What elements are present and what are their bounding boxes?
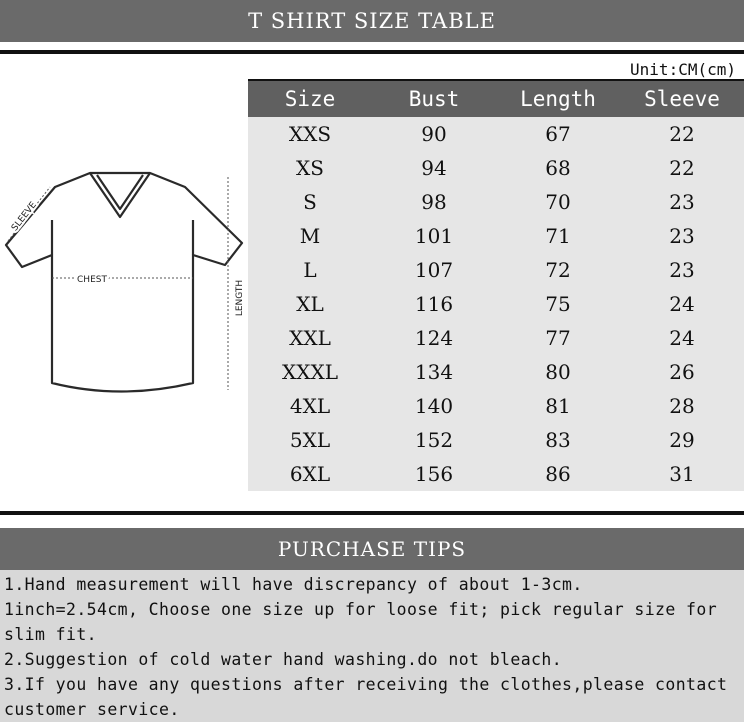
length-cell: 71 — [496, 219, 620, 253]
bust-cell: 156 — [372, 457, 496, 491]
size-cell: 4XL — [248, 389, 372, 423]
bust-cell: 124 — [372, 321, 496, 355]
bust-cell: 152 — [372, 423, 496, 457]
size-cell: XXS — [248, 117, 372, 151]
length-label: LENGTH — [235, 279, 245, 317]
size-cell: XS — [248, 151, 372, 185]
tip-line: 1inch=2.54cm, Choose one size up for loose fit; pick regular size for slim fit. — [4, 600, 718, 644]
sleeve-cell: 28 — [620, 389, 744, 423]
length-cell: 72 — [496, 253, 620, 287]
bust-cell: 116 — [372, 287, 496, 321]
table-row — [248, 253, 744, 287]
length-cell: 70 — [496, 185, 620, 219]
sleeve-cell: 24 — [620, 321, 744, 355]
length-cell: 67 — [496, 117, 620, 151]
size-cell: XXL — [248, 321, 372, 355]
chest-label: CHEST — [77, 275, 107, 285]
sleeve-cell: 29 — [620, 423, 744, 457]
bust-cell: 94 — [372, 151, 496, 185]
sleeve-cell: 24 — [620, 287, 744, 321]
table-row — [248, 355, 744, 389]
length-cell: 81 — [496, 389, 620, 423]
tips-section — [0, 570, 744, 722]
length-cell: 83 — [496, 423, 620, 457]
table-row — [248, 151, 744, 185]
tip-line: 3.If you have any questions after receiving the clothes,please contact customer service. — [4, 675, 728, 719]
unit-label: Unit:CM(cm) — [630, 60, 736, 79]
table-row — [248, 185, 744, 219]
sleeve-cell: 22 — [620, 117, 744, 151]
bust-cell: 90 — [372, 117, 496, 151]
table-row — [248, 321, 744, 355]
length-cell: 77 — [496, 321, 620, 355]
bust-cell: 107 — [372, 253, 496, 287]
length-cell: 80 — [496, 355, 620, 389]
size-cell: M — [248, 219, 372, 253]
table-row — [248, 423, 744, 457]
size-cell: 6XL — [248, 457, 372, 491]
size-cell: S — [248, 185, 372, 219]
table-row — [248, 219, 744, 253]
column-header: Size — [248, 81, 372, 117]
tip-line: 2.Suggestion of cold water hand washing.do not bleach. — [4, 650, 563, 669]
column-header: Length — [496, 81, 620, 117]
size-cell: 5XL — [248, 423, 372, 457]
size-cell: L — [248, 253, 372, 287]
tshirt-diagram — [0, 165, 250, 400]
page-title: T SHIRT SIZE TABLE — [0, 0, 744, 42]
sleeve-cell: 23 — [620, 219, 744, 253]
bust-cell: 98 — [372, 185, 496, 219]
column-header: Bust — [372, 81, 496, 117]
divider — [0, 50, 744, 54]
sleeve-cell: 26 — [620, 355, 744, 389]
bust-cell: 101 — [372, 219, 496, 253]
size-cell: XXXL — [248, 355, 372, 389]
length-cell: 86 — [496, 457, 620, 491]
sleeve-label: SLEEVE — [10, 200, 39, 234]
table-row — [248, 389, 744, 423]
table-header-row — [248, 81, 744, 117]
bust-cell: 140 — [372, 389, 496, 423]
length-cell: 68 — [496, 151, 620, 185]
sleeve-cell: 31 — [620, 457, 744, 491]
sleeve-cell: 23 — [620, 185, 744, 219]
size-cell: XL — [248, 287, 372, 321]
length-cell: 75 — [496, 287, 620, 321]
sleeve-cell: 22 — [620, 151, 744, 185]
table-row — [248, 457, 744, 491]
table-row — [248, 117, 744, 151]
bust-cell: 134 — [372, 355, 496, 389]
table-row — [248, 287, 744, 321]
tip-line: 1.Hand measurement will have discrepancy of about 1-3cm. — [4, 575, 583, 594]
sleeve-cell: 23 — [620, 253, 744, 287]
tips-title: PURCHASE TIPS — [0, 528, 744, 570]
size-table — [248, 81, 744, 491]
divider — [0, 511, 744, 515]
column-header: Sleeve — [620, 81, 744, 117]
